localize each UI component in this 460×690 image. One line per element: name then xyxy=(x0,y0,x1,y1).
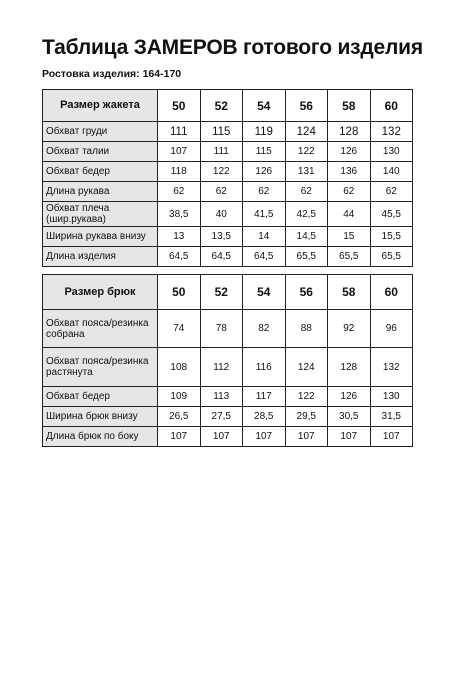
value-cell: 31,5 xyxy=(370,407,413,427)
value-cell: 126 xyxy=(328,142,371,162)
value-cell: 122 xyxy=(200,162,243,182)
value-cell: 132 xyxy=(370,348,413,387)
value-cell: 122 xyxy=(285,387,328,407)
table-row xyxy=(43,407,413,427)
value-cell: 124 xyxy=(285,348,328,387)
value-cell: 64,5 xyxy=(243,247,286,267)
row-label: Обхват бедер xyxy=(43,387,158,407)
size-cell: 60 xyxy=(370,90,413,122)
size-cell: 50 xyxy=(158,90,201,122)
row-label: Ширина брюк внизу xyxy=(43,407,158,427)
value-cell: 115 xyxy=(243,142,286,162)
size-cell: 54 xyxy=(243,90,286,122)
table-row xyxy=(43,348,413,387)
value-cell: 44 xyxy=(328,202,371,227)
value-cell: 41,5 xyxy=(243,202,286,227)
row-label: Обхват пояса/резинка растянута xyxy=(43,348,158,387)
value-cell: 117 xyxy=(243,387,286,407)
table-row xyxy=(43,122,413,142)
value-cell: 112 xyxy=(200,348,243,387)
value-cell: 15,5 xyxy=(370,227,413,247)
value-cell: 96 xyxy=(370,310,413,348)
value-cell: 124 xyxy=(285,122,328,142)
size-cell: 58 xyxy=(328,275,371,310)
value-cell: 107 xyxy=(158,142,201,162)
value-cell: 45,5 xyxy=(370,202,413,227)
value-cell: 128 xyxy=(328,122,371,142)
value-cell: 13,5 xyxy=(200,227,243,247)
value-cell: 28,5 xyxy=(243,407,286,427)
table-row xyxy=(43,387,413,407)
table-header-row xyxy=(43,90,413,122)
table-row xyxy=(43,142,413,162)
size-cell: 52 xyxy=(200,90,243,122)
row-label: Обхват талии xyxy=(43,142,158,162)
value-cell: 38,5 xyxy=(158,202,201,227)
value-cell: 30,5 xyxy=(328,407,371,427)
value-cell: 40 xyxy=(200,202,243,227)
table-row xyxy=(43,310,413,348)
value-cell: 88 xyxy=(285,310,328,348)
value-cell: 108 xyxy=(158,348,201,387)
row-label: Обхват пояса/резинка собрана xyxy=(43,310,158,348)
value-cell: 122 xyxy=(285,142,328,162)
row-label: Ширина рукава внизу xyxy=(43,227,158,247)
table-row xyxy=(43,162,413,182)
table-row xyxy=(43,182,413,202)
table-header-row xyxy=(43,275,413,310)
value-cell: 62 xyxy=(158,182,201,202)
value-cell: 128 xyxy=(328,348,371,387)
value-cell: 115 xyxy=(200,122,243,142)
pants-measurements-table xyxy=(42,274,413,447)
value-cell: 132 xyxy=(370,122,413,142)
value-cell: 131 xyxy=(285,162,328,182)
value-cell: 136 xyxy=(328,162,371,182)
value-cell: 27,5 xyxy=(200,407,243,427)
value-cell: 64,5 xyxy=(158,247,201,267)
value-cell: 62 xyxy=(328,182,371,202)
value-cell: 62 xyxy=(370,182,413,202)
value-cell: 111 xyxy=(200,142,243,162)
value-cell: 118 xyxy=(158,162,201,182)
value-cell: 107 xyxy=(328,427,371,447)
jacket-measurements-table xyxy=(42,89,413,267)
value-cell: 62 xyxy=(285,182,328,202)
value-cell: 64,5 xyxy=(200,247,243,267)
row-label: Длина рукава xyxy=(43,182,158,202)
value-cell: 130 xyxy=(370,142,413,162)
row-label: Длина брюк по боку xyxy=(43,427,158,447)
size-cell: 60 xyxy=(370,275,413,310)
value-cell: 140 xyxy=(370,162,413,182)
value-cell: 62 xyxy=(243,182,286,202)
row-label: Длина изделия xyxy=(43,247,158,267)
value-cell: 126 xyxy=(328,387,371,407)
value-cell: 65,5 xyxy=(370,247,413,267)
value-cell: 29,5 xyxy=(285,407,328,427)
size-cell: 56 xyxy=(285,275,328,310)
table-row xyxy=(43,202,413,227)
value-cell: 65,5 xyxy=(328,247,371,267)
pants-size-header: Размер брюк xyxy=(43,275,158,310)
value-cell: 92 xyxy=(328,310,371,348)
size-cell: 54 xyxy=(243,275,286,310)
value-cell: 42,5 xyxy=(285,202,328,227)
height-range-subtitle: Ростовка изделия: 164-170 xyxy=(42,68,182,80)
size-cell: 56 xyxy=(285,90,328,122)
table-row xyxy=(43,247,413,267)
value-cell: 78 xyxy=(200,310,243,348)
jacket-size-header: Размер жакета xyxy=(43,90,158,122)
value-cell: 107 xyxy=(370,427,413,447)
value-cell: 74 xyxy=(158,310,201,348)
value-cell: 111 xyxy=(158,122,201,142)
value-cell: 62 xyxy=(200,182,243,202)
row-label: Обхват груди xyxy=(43,122,158,142)
value-cell: 14,5 xyxy=(285,227,328,247)
value-cell: 14 xyxy=(243,227,286,247)
value-cell: 107 xyxy=(200,427,243,447)
value-cell: 107 xyxy=(243,427,286,447)
size-cell: 58 xyxy=(328,90,371,122)
value-cell: 130 xyxy=(370,387,413,407)
value-cell: 119 xyxy=(243,122,286,142)
value-cell: 26,5 xyxy=(158,407,201,427)
table-row xyxy=(43,427,413,447)
value-cell: 113 xyxy=(200,387,243,407)
table-row xyxy=(43,227,413,247)
value-cell: 107 xyxy=(158,427,201,447)
row-label: Обхват плеча (шир.рукава) xyxy=(43,202,158,227)
value-cell: 109 xyxy=(158,387,201,407)
value-cell: 116 xyxy=(243,348,286,387)
value-cell: 82 xyxy=(243,310,286,348)
value-cell: 65,5 xyxy=(285,247,328,267)
value-cell: 107 xyxy=(285,427,328,447)
size-cell: 50 xyxy=(158,275,201,310)
row-label: Обхват бедер xyxy=(43,162,158,182)
size-cell: 52 xyxy=(200,275,243,310)
page-title: Таблица ЗАМЕРОВ готового изделия xyxy=(42,36,423,59)
value-cell: 126 xyxy=(243,162,286,182)
value-cell: 13 xyxy=(158,227,201,247)
value-cell: 15 xyxy=(328,227,371,247)
